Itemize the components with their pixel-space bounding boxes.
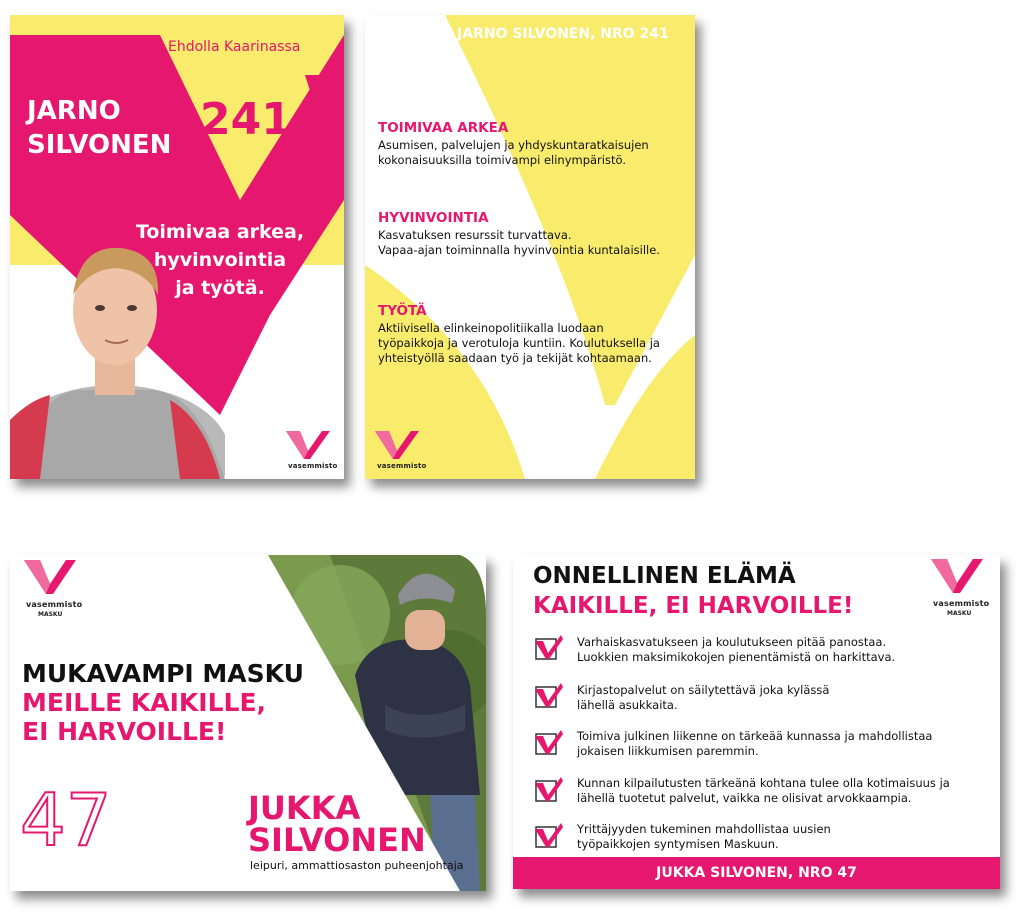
list-item <box>577 822 987 852</box>
title-black: ONNELLINEN ELÄMÄ <box>533 563 796 589</box>
slogan-line-2: hyvinvointia <box>153 249 287 271</box>
checkbox-icon <box>535 777 563 803</box>
vasemmisto-logo-icon <box>24 558 76 596</box>
section-title-arkea: TOIMIVAA ARKEA <box>378 120 509 136</box>
logo-sub-text: MASKU <box>947 610 972 617</box>
section-title-tyota: TYÖTÄ <box>378 303 427 319</box>
slogan <box>120 218 320 302</box>
logo-text: vasemmisto <box>377 462 427 470</box>
list-item-line: Yrittäjyyden tukeminen mahdollistaa uusien <box>577 822 831 836</box>
logo-text: vasemmisto <box>933 599 990 608</box>
candidate-role: leipuri, ammattiosaston puheenjohtaja <box>250 859 464 872</box>
poster-jarno-back <box>365 15 695 479</box>
list-item-line: jokaisen liikkumisen paremmin. <box>577 744 759 758</box>
section-body-arkea <box>378 138 688 168</box>
poster-jarno-front <box>10 15 344 479</box>
list-item-line: Varhaiskasvatukseen ja koulutukseen pitää panostaa. <box>577 635 887 649</box>
checkbox-icon <box>535 823 563 849</box>
section-line: Asumisen, palvelujen ja yhdyskuntaratkaisujen <box>378 138 649 152</box>
section-line: työpaikkoja ja verotuloja kuntiin. Koulutuksella ja <box>378 336 660 350</box>
headline-pink-1: MEILLE KAIKILLE, <box>22 688 267 717</box>
list-item <box>577 729 987 759</box>
logo-sub-text: MASKU <box>38 611 63 618</box>
section-line: kokonaisuuksilla toimivampi elinympäristö. <box>378 153 626 167</box>
checkbox-icon <box>535 635 563 661</box>
slogan-line-1: Toimivaa arkea, <box>135 221 305 243</box>
footer-text: JUKKA SILVONEN, NRO 47 <box>656 865 857 881</box>
poster-jukka-back <box>513 555 1000 889</box>
vasemmisto-logo-icon <box>286 429 330 461</box>
headline-black: MUKAVAMPI MASKU <box>22 659 304 688</box>
vasemmisto-logo-icon <box>375 429 419 461</box>
list-item-line: lähellä asukkaita. <box>577 698 678 712</box>
logo-text: vasemmisto <box>26 600 83 609</box>
list-item-line: Kirjastopalvelut on säilytettävä joka kylässä <box>577 683 830 697</box>
section-body-tyota <box>378 321 688 366</box>
slogan-line-3: ja työtä. <box>175 277 265 299</box>
headline-pink-2: EI HARVOILLE! <box>22 717 227 746</box>
candidate-first-name: JARNO <box>27 96 121 126</box>
list-item <box>577 635 987 665</box>
section-title-hyvinvointia: HYVINVOINTIA <box>378 210 489 226</box>
section-line: Kasvatuksen resurssit turvattava. <box>378 228 572 242</box>
list-item <box>577 776 987 806</box>
checkbox-icon <box>535 683 563 709</box>
list-item-line: Kunnan kilpailutusten tärkeänä kohtana tulee olla kotimaisuus ja <box>577 776 950 790</box>
poster-jukka-front <box>10 555 486 891</box>
section-line: Aktiivisella elinkeinopolitiikalla luodaan <box>378 321 604 335</box>
card2-header: JARNO SILVONEN, NRO 241 <box>457 26 669 42</box>
candidate-first-name: JUKKA <box>248 789 361 827</box>
title-pink: KAIKILLE, EI HARVOILLE! <box>533 593 854 619</box>
location-label: Ehdolla Kaarinassa <box>168 39 301 55</box>
list-item-line: lähellä tuotetut palvelut, vaikka ne olisivat arvokkaampia. <box>577 791 912 805</box>
section-line: yhteistyöllä saadaan työ ja tekijät kohtaamaan. <box>378 351 652 365</box>
section-body-hyvinvointia <box>378 228 688 258</box>
candidate-last-name: SILVONEN <box>27 130 172 160</box>
list-item-line: Toimiva julkinen liikenne on tärkeää kunnassa ja mahdollistaa <box>577 729 933 743</box>
candidate-number: 47 <box>20 778 112 862</box>
footer-bar <box>513 857 1000 889</box>
list-item-line: Luokkien maksimikokojen pienentämistä on harkittava. <box>577 650 896 664</box>
vasemmisto-logo-icon <box>931 557 983 595</box>
candidate-number: 241 <box>200 94 292 145</box>
list-item-line: työpaikkojen syntymisen Maskuun. <box>577 837 779 851</box>
candidate-last-name: SILVONEN <box>248 821 426 859</box>
section-line: Vapaa-ajan toiminnalla hyvinvointia kuntalaisille. <box>378 243 660 257</box>
checkbox-icon <box>535 730 563 756</box>
logo-text: vasemmisto <box>288 462 338 470</box>
list-item <box>577 683 987 713</box>
